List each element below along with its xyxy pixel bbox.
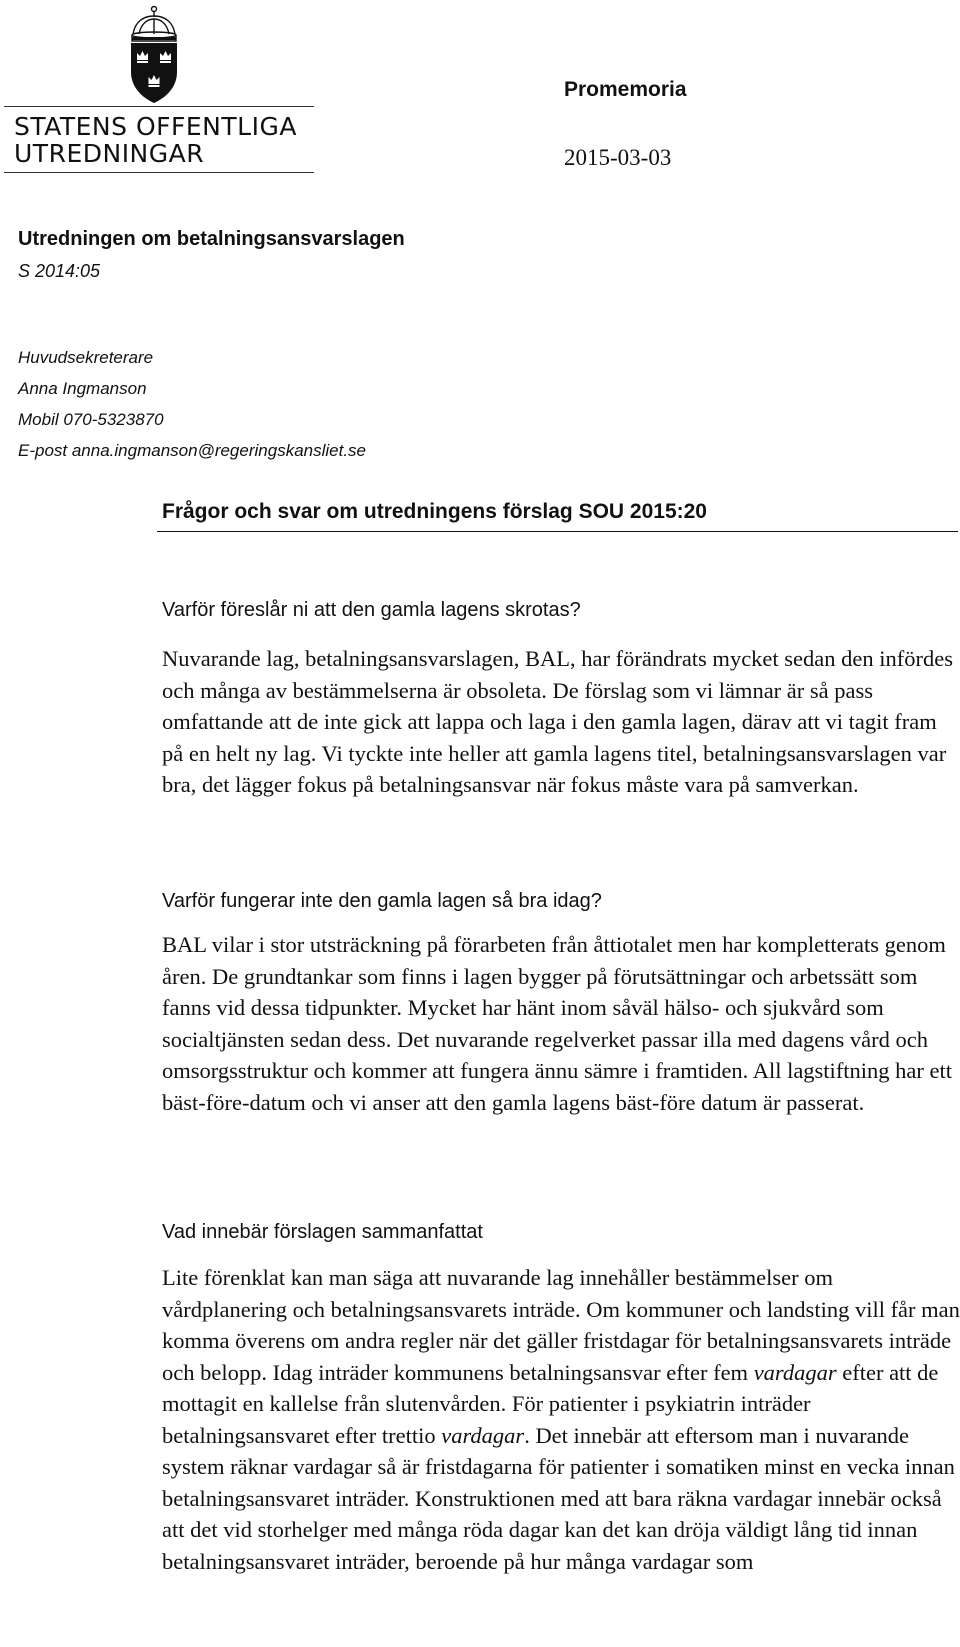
- logo-divider-top: [4, 106, 314, 107]
- emphasis-text: vardagar: [441, 1422, 525, 1448]
- document-date: 2015-03-03: [564, 145, 672, 170]
- contact-role: Huvudsekreterare: [18, 348, 154, 367]
- answer-paragraph: BAL vilar i stor utsträckning på förarbeten från åttiotalet men har kompletterats genom åren. De grundtankar som finns i lagen bygger på förutsättningar och arbetssätt som fanns vid dessa tidpunkter. Mycket har hänt inom såväl hälso- och sjukvård som socialtjänsten sedan dess. Det nuvarande regelverket passar illa med dagens vård och omsorgsstruktur och kommer att fungera ännu sämre i framtiden. All lagstiftning har ett bäst-före-datum och vi anser att den gamla lagens bäst-före datum är passerat.: [162, 932, 953, 1115]
- contact-name: Anna Ingmanson: [18, 379, 147, 398]
- document-type: Promemoria: [564, 78, 687, 101]
- logo-emblem: [125, 4, 183, 109]
- question-heading: Vad innebär förslagen sammanfattat: [162, 1221, 483, 1243]
- answer-paragraph: [162, 1262, 960, 1577]
- question-heading: Varför föreslår ni att den gamla lagens skrotas?: [162, 599, 581, 621]
- logo-text-line-1: STATENS OFFENTLIGA: [14, 112, 297, 141]
- inquiry-code: S 2014:05: [18, 261, 101, 281]
- logo-divider-bottom: [4, 172, 314, 173]
- answer-text: efter att de mottagit en kallelse från slutenvården. För patienter i psykiatrin inträder betalningsansvaret efter trettio: [162, 1359, 939, 1448]
- contact-email: E-post anna.ingmanson@regeringskansliet.se: [18, 441, 367, 460]
- emphasis-text: vardagar: [753, 1359, 837, 1385]
- three-crowns-crest-icon: [125, 4, 183, 104]
- inquiry-name: Utredningen om betalningsansvarslagen: [18, 228, 405, 250]
- page-title: Frågor och svar om utredningens förslag SOU 2015:20: [162, 500, 707, 523]
- title-divider: [157, 531, 958, 532]
- logo-text-line-2: UTREDNINGAR: [14, 139, 205, 168]
- answer-paragraph: Nuvarande lag, betalningsansvarslagen, BAL, har förändrats mycket sedan den infördes och många av bestämmelserna är obsoleta. De förslag som vi lämnar är så pass omfattande att de inte gick att lappa och laga i den gamla lagen, därav att vi tagit fram på en helt ny lag. Vi tyckte inte heller att gamla lagens titel, betalningsansvarslagen var bra, det lägger fokus på betalningsansvar när fokus måste vara på samverkan.: [162, 646, 953, 797]
- contact-phone: Mobil 070-5323870: [18, 410, 164, 429]
- answer-text: Lite förenklat kan man säga att nuvarande lag innehåller bestämmelser om vårdplanering och betalningsansvarets inträde. Om kommuner och landsting vill får man komma överens om andra regler när det gäller fristdagar för betalningsansvarets inträde och belopp. Idag inträder kommunens betalningsansvar efter fem: [162, 1265, 960, 1385]
- answer-text: . Det innebär att eftersom man i nuvarande system räknar vardagar så är fristdagarna för patienter i somatiken minst en vecka innan betalningsansvaret inträder. Konstruktionen med att bara räkna vardagar innebär också att det vid storhelger med många röda dagar kan det kan dröja väldigt lång tid innan betalningsansvaret inträder, beroende på hur många vardagar som: [162, 1422, 955, 1574]
- question-heading: Varför fungerar inte den gamla lagen så bra idag?: [162, 890, 602, 912]
